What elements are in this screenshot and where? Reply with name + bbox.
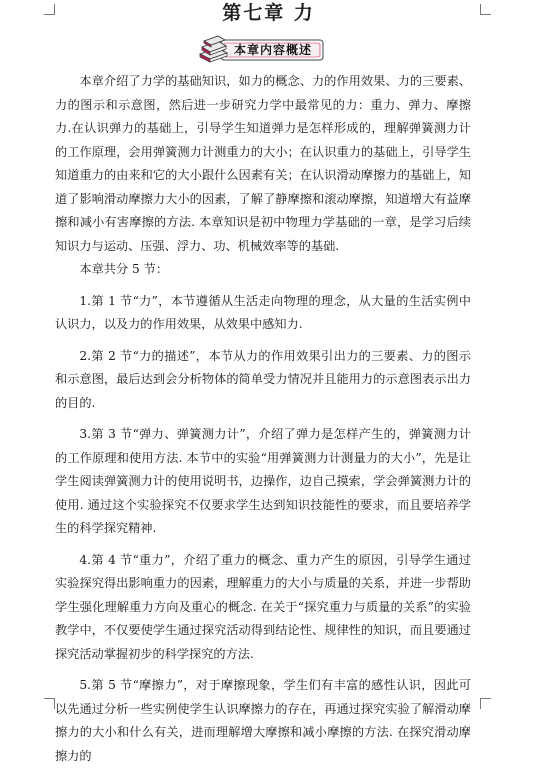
stacked-books-icon bbox=[197, 34, 229, 64]
paragraph-section-1: 1.第 1 节“力”，本节遵循从生活走向物理的理念，从大量的生活实例中认识力，以及力的作用效果，从效果中感知力. bbox=[55, 293, 471, 331]
paragraph-section-4: 4.第 4 节“重力”，介绍了重力的概念、重力产生的原因，引导学生通过实验探究得出影响重力的因素，理解重力的大小与质量的关系，并进一步帮助学生强化理解重力方向及重心的概念. 在关于“探究重力与质量的关系”的实验教学中，不仅要使学生通过探究活动得到结论性、规律性的知识，而且要通过探究活动掌握初步的科学探究的方法. bbox=[55, 552, 471, 661]
paragraph-section-count: 本章共分 5 节： bbox=[79, 262, 169, 276]
page-corner-mark bbox=[44, 698, 55, 709]
section-banner bbox=[197, 34, 327, 64]
chapter-title: 第七章 力 bbox=[222, 2, 315, 24]
paragraph-section-2: 2.第 2 节“力的描述”，本节从力的作用效果引出力的三要素、力的图示和示意图，最后达到会分析物体的简单受力情况并且能用力的示意图表示出力的目的. bbox=[55, 348, 471, 410]
paragraph-section-3: 3.第 3 节“弹力、弹簧测力计”，介绍了弹力是怎样产生的，弹簧测力计的工作原理和使用方法. 本节中的实验“用弹簧测力计测量力的大小”，先是让学生阅读弹簧测力计的使用说明书，边操作，边自己摸索，学会弹簧测力计的使用. 通过这个实验探究不仅要求学生达到知识技能性的要求，而且要培养学生的科学探究精神. bbox=[55, 427, 471, 535]
body-text bbox=[55, 70, 471, 768]
section-banner-label: 本章内容概述 bbox=[233, 43, 312, 57]
paragraph-intro: 本章介绍了力学的基础知识，如力的概念、力的作用效果、力的三要素、力的图示和示意图，然后进一步研究力学中最常见的力：重力、弹力、摩擦力.在认识弹力的基础上，引导学生知道弹力是怎样形成的，理解弹簧测力计的工作原理，会用弹簧测力计测重力的大小；在认识重力的基础上，引导学生知道重力的由来和它的大小跟什么因素有关；在认识滑动摩擦力的基础上，知道了影响滑动摩擦力大小的因素，了解了静摩擦和滚动摩擦，知道增大有益摩擦和减小有害摩擦的方法. 本章知识是初中物理力学基础的一章，是学习后续知识力与运动、压强、浮力、功、机械效率等的基础. bbox=[55, 74, 471, 253]
page-corner-mark bbox=[480, 698, 491, 709]
paragraph-section-5: 5.第 5 节“摩擦力”，对于摩擦现象，学生们有丰富的感性认识，因此可以先通过分析一些实例使学生认识摩擦力的存在，再通过探究实验了解滑动摩擦力的大小和什么有关，进而理解增大摩擦和减小摩擦的方法. 在探究滑动摩擦力的 bbox=[55, 678, 471, 763]
